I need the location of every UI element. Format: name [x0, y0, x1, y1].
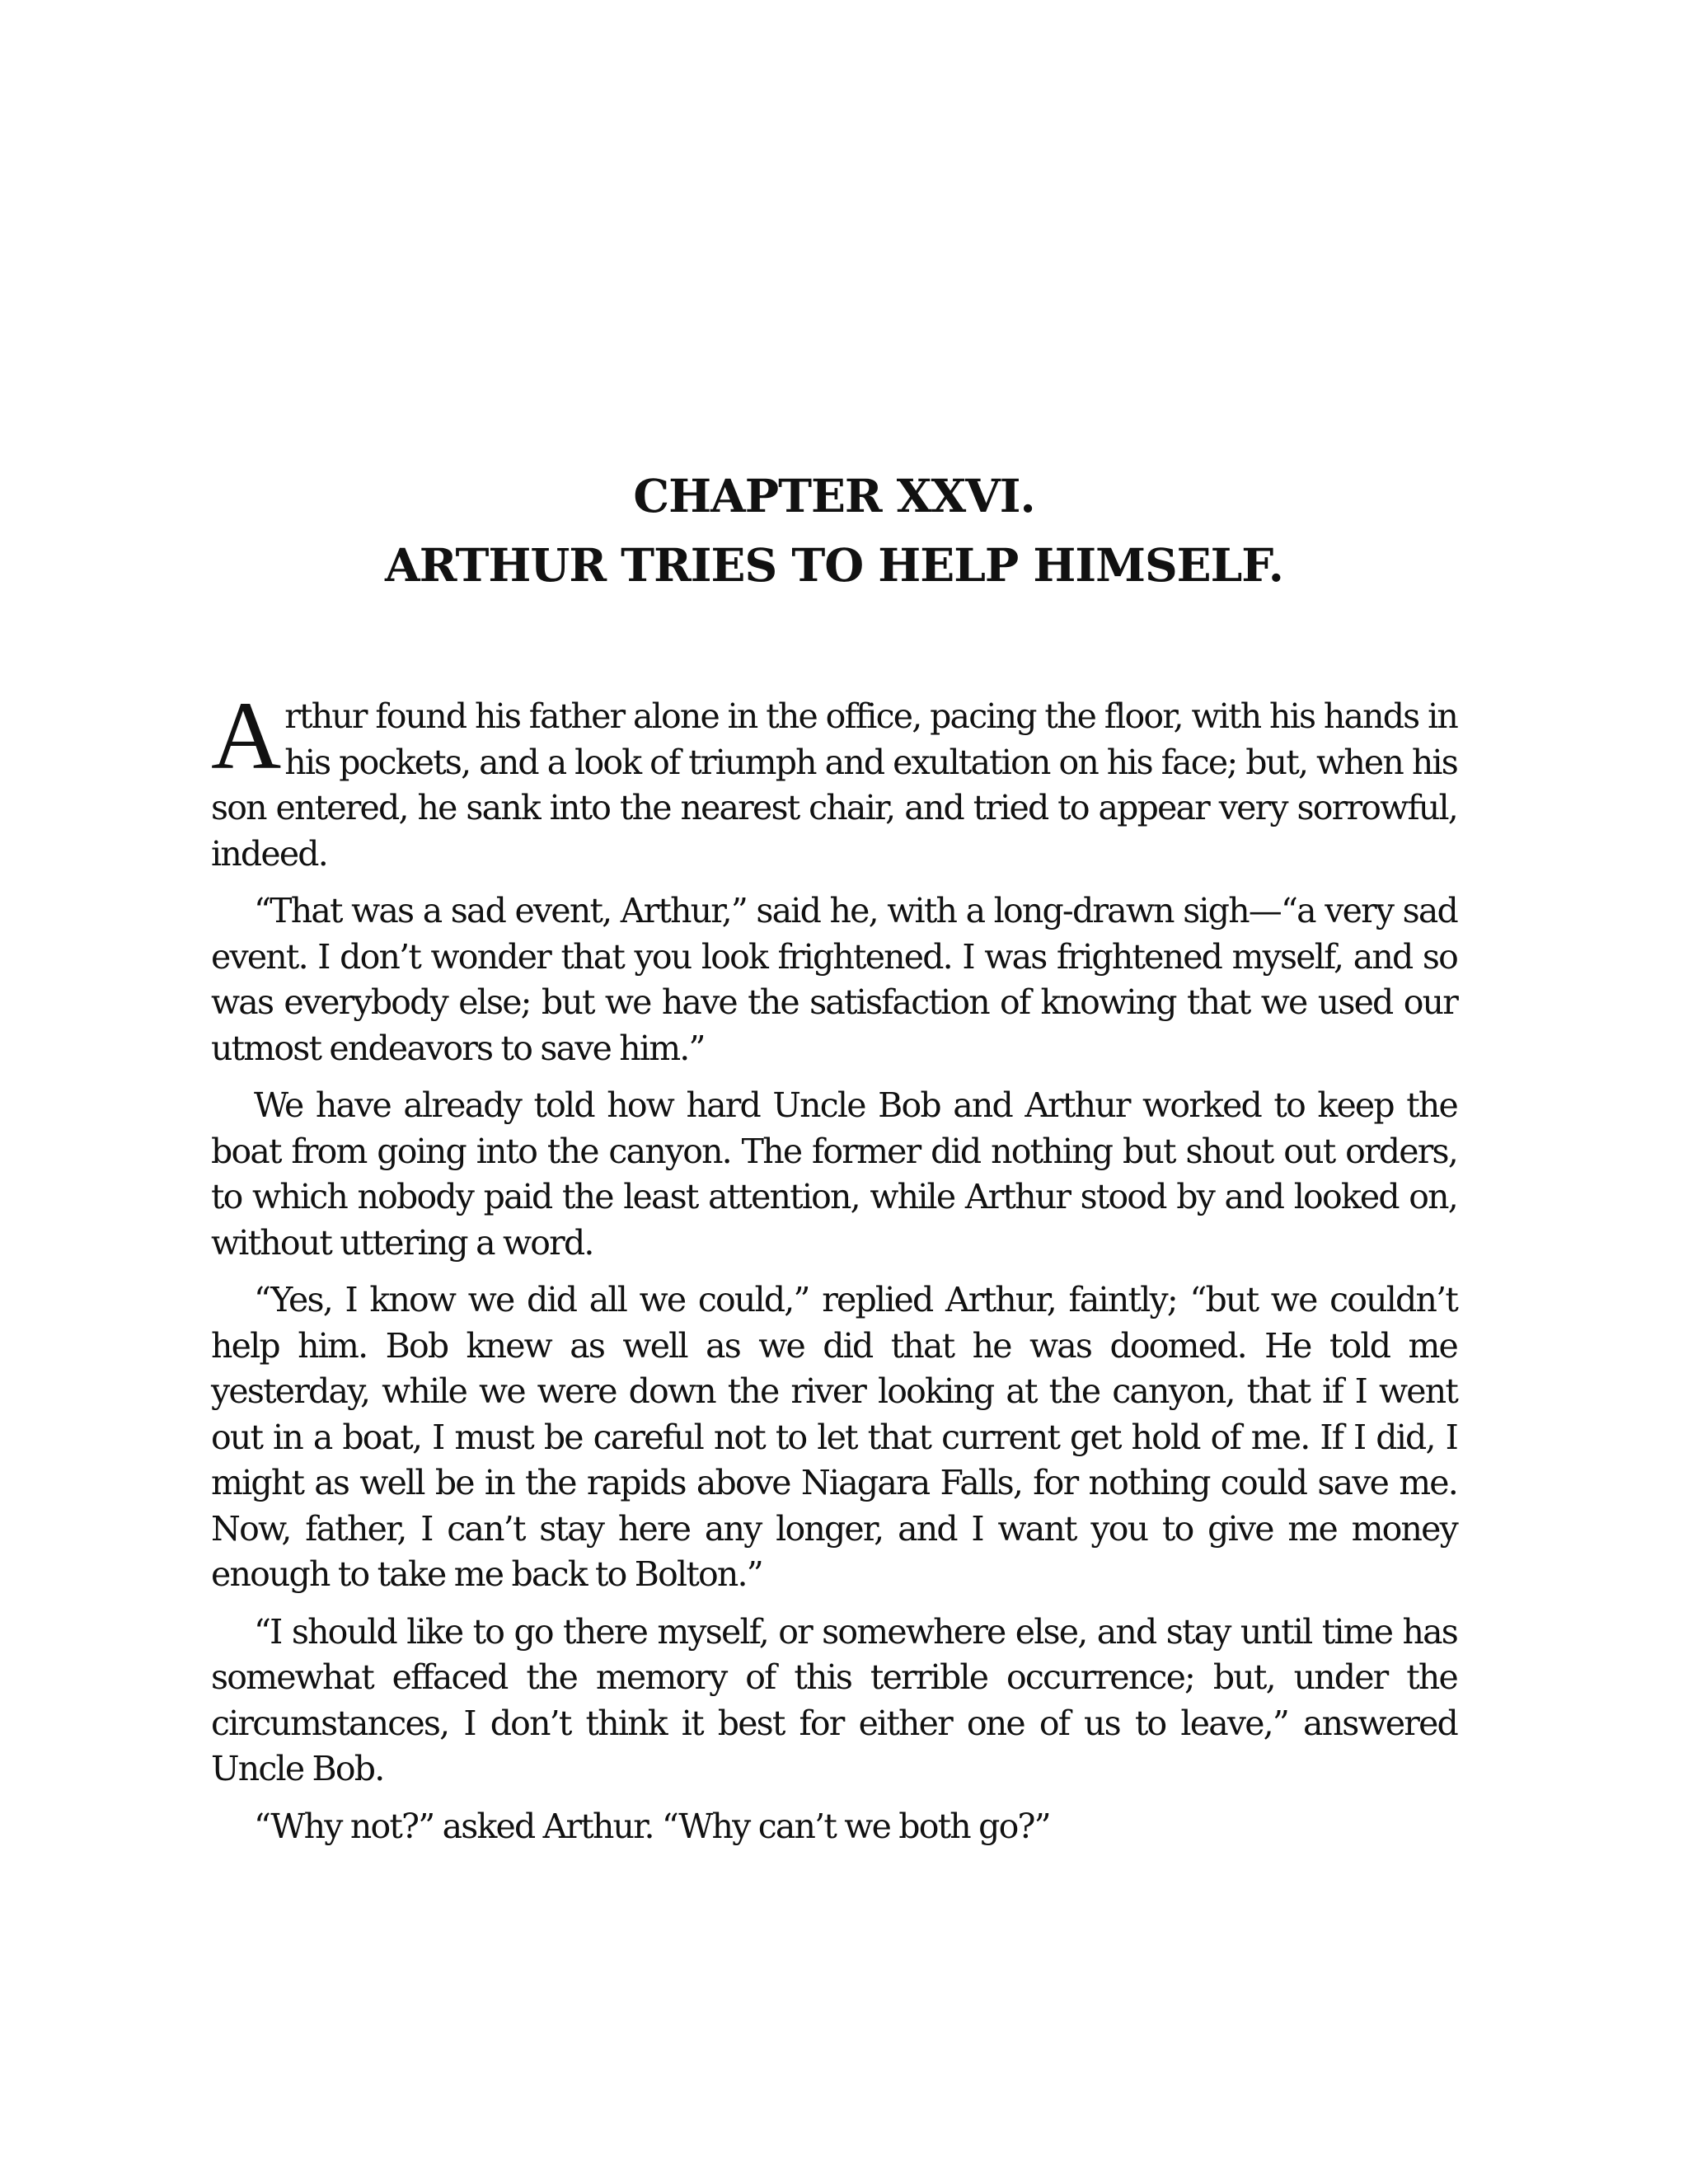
paragraph: “I should like to go there myself, or somewhere else, and stay until time has somewhat effaced the memory of this terrible occurrence; but, under the circumstances, I don’t think it best for either one of us to leave,” answered Uncle Bob. — [211, 1611, 1457, 1788]
chapter-number: CHAPTER XXVI. — [633, 469, 1035, 523]
book-page — [211, 462, 1457, 1861]
chapter-heading — [211, 462, 1457, 600]
chapter-title: ARTHUR TRIES TO HELP HIMSELF. — [385, 538, 1283, 592]
paragraph — [211, 682, 1457, 877]
paragraph: “Why not?” asked Arthur. “Why can’t we both go?” — [254, 1806, 1050, 1846]
paragraph: “Yes, I know we did all we could,” replied Arthur, faintly; “but we couldn’t help him. Bob knew as well as we did that he was doomed. He told me yesterday, while we were down the river looking at the canyon, that if I went out in a boat, I must be careful not to let that current get hold of me. If I did, I might as well be in the rapids above Niagara Falls, for nothing could save me. Now, father, I can’t stay here any longer, and I want you to give me money enough to take me back to Bolton.” — [211, 1280, 1457, 1594]
paragraph: We have already told how hard Uncle Bob and Arthur worked to keep the boat from going into the canyon. The former did nothing but shout out orders, to which nobody paid the least attention, while Arthur stood by and looked on, without uttering a word. — [211, 1085, 1457, 1263]
drop-cap: A — [211, 682, 282, 790]
paragraph-text: rthur found his father alone in the office, pacing the floor, with his hands in his pockets, and a look of triumph and exultation on his face; but, when his son entered, he sank into the nearest chair, and tried to appear very sorrowful, indeed. — [211, 696, 1457, 874]
chapter-body — [211, 682, 1457, 1849]
paragraph: “That was a sad event, Arthur,” said he, with a long-drawn sigh—“a very sad event. I don’t wonder that you look frightened. I was frightened myself, and so was everybody else; but we have the satisfaction of knowing that we used our utmost endeavors to save him.” — [211, 891, 1457, 1068]
